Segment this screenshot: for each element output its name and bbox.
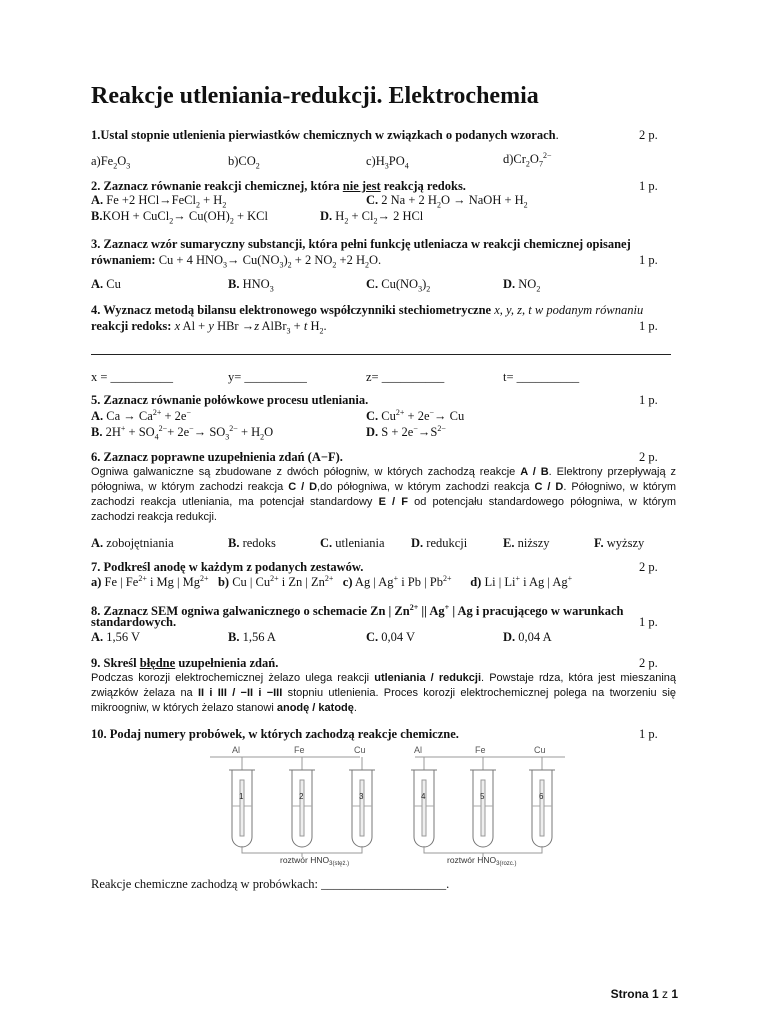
q1-option-c: $c)H_3PO_4$ [366, 154, 409, 171]
q2-option-b: B.KOH + CuCl$_2$→ $Cu(OH)_2$ + KCl [91, 209, 268, 226]
metal-label: Cu [534, 745, 546, 755]
q8-prompt: 8. Zaznacz SEM ogniwa galwanicznego o schemacie Zn | $Zn^{2+}$ || Ag+ | Ag i pracującego w warunkach [91, 603, 624, 619]
q4-fill-z[interactable]: z= __________ [366, 370, 445, 384]
metal-label: Cu [354, 745, 366, 755]
q1-prompt: 1.Ustal stopnie utlenienia pierwiastków chemicznych w związkach o podanych wzorach. [91, 128, 559, 142]
q4-fill-t[interactable]: t= __________ [503, 370, 580, 384]
q2-option-a: A. Fe +2 HCl→FeCl$_2$ + $H_2$ [91, 193, 227, 210]
q1-option-b: $b)CO_2$ [228, 154, 260, 171]
metal-label: Fe [475, 745, 486, 755]
q7-points: 2 p. [639, 560, 658, 574]
tube-number: 2 [299, 792, 304, 801]
test-tube-1 [229, 745, 255, 847]
test-tube-6 [529, 745, 555, 847]
q5-points: 1 p. [639, 393, 658, 407]
q10-answer: Reakcje chemiczne zachodzą w probówkach: ____________________. [91, 877, 450, 891]
q6-option-a: A. zobojętniania [91, 536, 174, 550]
q4-equation: reakcji redoks: x Al + y HBr →z AlBr$_3$ + t $H_2$. [91, 319, 327, 336]
q6-option-c: C. utleniania [320, 536, 385, 550]
q5-prompt: 5. Zaznacz równanie połówkowe procesu utleniania. [91, 393, 369, 407]
solution-label-diluted: roztwór $HNO_{3(rozc.)}$ [447, 855, 517, 867]
q6-points: 2 p. [639, 450, 658, 464]
q8-option-d: D. 0,04 A [503, 630, 552, 644]
q7-prompt: 7. Podkreśl anodę w każdym z podanych zestawów. [91, 560, 364, 574]
q2-prompt: 2. Zaznacz równanie reakcji chemicznej, która nie jest reakcją redoks. [91, 179, 466, 193]
q6-prompt: 6. Zaznacz poprawne uzupełnienia zdań (A−F). [91, 450, 343, 464]
q1-option-d: $d)Cr_2O_7^{2-}$ [503, 151, 552, 169]
q7-sets: a) Fe | $Fe^{2+}$ i Mg | $Mg^{2+}$ b) Cu | $Cu^{2+}$ i Zn | $Zn^{2+}$ c) Ag | Ag+ i Pb | $Pb^{2+}$ d) Li | Li+ i Ag | Ag+ [91, 574, 573, 590]
tube-number: 4 [421, 792, 426, 801]
metal-label: Al [232, 745, 241, 755]
tube-number: 3 [359, 792, 364, 801]
page-footer: Strona 1 z 1 [610, 987, 678, 1001]
test-tube-4 [411, 745, 437, 847]
q4-prompt: 4. Wyznacz metodą bilansu elektronowego współczynniki stechiometryczne x, y, z, t w podanym równaniu [91, 303, 644, 317]
q6-option-b: B. redoks [228, 536, 276, 550]
tube-number: 5 [480, 792, 485, 801]
q3-points: 1 p. [639, 253, 658, 267]
q3-option-b: B. $HNO_3$ [228, 277, 274, 294]
q4-points: 1 p. [639, 319, 658, 333]
q4-answer-line[interactable] [91, 354, 671, 355]
page-title: Reakcje utleniania-redukcji. Elektrochemia [91, 83, 539, 109]
q5-option-d: D. $S + 2e^-\to S^{2-}$ [366, 424, 446, 440]
q1-option-a: $a)Fe_2O_3$ [91, 154, 131, 171]
q5-option-c: C. $Cu^{2+} + 2e^-\to Cu$ [366, 408, 465, 424]
q9-points: 2 p. [639, 656, 658, 670]
q5-option-a: A. $Ca \to Ca^{2+} + 2e^-$ [91, 408, 191, 424]
q8-option-a: A. 1,56 V [91, 630, 141, 644]
test-tube-2 [289, 745, 315, 847]
q4-fill-y[interactable]: y= __________ [228, 370, 307, 384]
metal-label: Fe [294, 745, 305, 755]
q10-prompt: 10. Podaj numery probówek, w których zachodzą reakcje chemiczne. [91, 727, 459, 741]
metal-label: Al [414, 745, 423, 755]
q8-option-c: C. 0,04 V [366, 630, 416, 644]
q6-option-d: D. redukcji [411, 536, 468, 550]
tube-number: 6 [539, 792, 544, 801]
q5-option-b: B. $2H^+ + SO_4^{2-}+ 2e^-\to SO_3^{2-} + H_2O$ [91, 424, 274, 442]
test-tube-5 [470, 745, 496, 847]
q9-prompt: 9. Skreśl błędne uzupełnienia zdań. [91, 656, 279, 670]
q2-points: 1 p. [639, 179, 658, 193]
q10-answer-blank[interactable]: ____________________. [321, 877, 450, 891]
q4-fill-x[interactable]: x = __________ [91, 370, 174, 384]
q3-equation: równaniem: Cu + 4 $HNO_3\to Cu(NO_3)_2 + 2$ $NO_2 +2$ $H_2O$. [91, 253, 382, 270]
tube-number: 1 [239, 792, 244, 801]
test-tubes-diagram [200, 740, 570, 870]
q3-option-d: D. $NO_2$ [503, 277, 541, 294]
q8-option-b: B. 1,56 A [228, 630, 276, 644]
q3-option-c: C. $Cu(NO_3)_2$ [366, 277, 431, 294]
solution-label-concentrated: roztwór $HNO_{3(stęż.)}$ [280, 855, 350, 867]
q6-option-f: F. wyższy [594, 536, 645, 550]
q3-prompt: 3. Zaznacz wzór sumaryczny substancji, która pełni funkcję utleniacza w reakcji chemicznej opisanej [91, 237, 631, 251]
q2-option-d: D. $H_2 + Cl_2\to 2$ HCl [320, 209, 424, 226]
test-tube-3 [349, 745, 375, 847]
q1-points: 2 p. [639, 128, 658, 142]
q2-option-c: C. 2 Na + 2 $H_2O$ → NaOH + $H_2$ [366, 193, 528, 210]
q8-points: 1 p. [639, 615, 658, 629]
q10-points: 1 p. [639, 727, 658, 741]
q8-prompt-cont: standardowych. [91, 615, 177, 629]
q3-option-a: A. Cu [91, 277, 121, 291]
q9-paragraph: Podczas korozji elektrochemicznej żelazo ulega reakcji utleniania / redukcji. Powstaje rdza, która jest mieszaniną związków żelaza na II i III / −II i −III stopniu utlenienia. Proces korozji elektrochemicznej polega na tworzeniu się mikroogniw, w których żelazo stanowi anodę / katodę. [91, 672, 677, 714]
q6-paragraph: Ogniwa galwaniczne są zbudowane z dwóch półogniw, w których zachodzą reakcje A / B. Elektrony przepływają z półogniwa, w którym zachodzi reakcja C / D,do półogniwa, w którym zachodzi reakcja C / D. Półogniwo, w którym zachodzi reakcja utleniania, ma potencjał standardowy E / F od potencjału standardowego półogniwa, w którym zachodzi reakcja redukcji. [91, 466, 677, 523]
q6-option-e: E. niższy [503, 536, 550, 550]
